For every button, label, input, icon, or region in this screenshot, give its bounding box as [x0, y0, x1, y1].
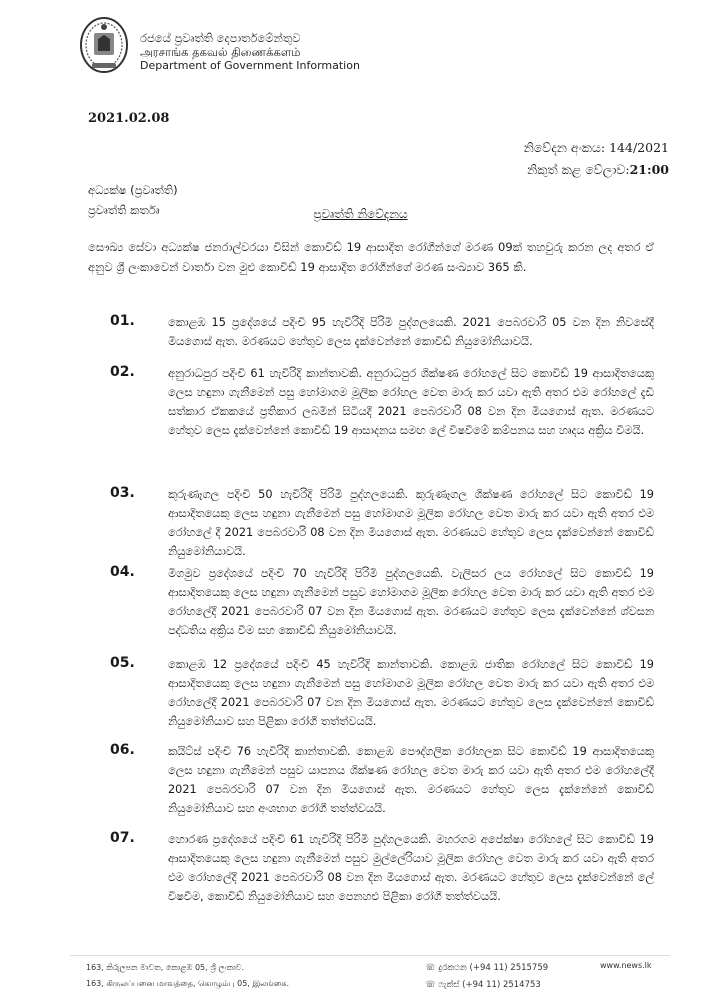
item-number: 06. — [110, 742, 135, 758]
item-number: 02. — [110, 364, 135, 380]
item-text: කොළඹ 12 ප්‍රදේශයේ පදිංචි 45 හැවිරිදි කාන්තාවකි. කොළඹ ජාතික රෝහලේ සිට කොවිඩ් 19 ආසාදිතයෙකු ලෙස හඳුනා ගැනීමෙන් පසු හෝමාගම මූලික රෝහල වෙත මාරු කර යවා ඇති අතර එම රෝහලේදී 2021 පෙබරවාරි 07 වන දින මියගොස් ඇත. මරණයට හේතුව ලෙස දැක්වෙන්නේ කොවිඩ් නියුමෝනියාව සහ පිළිකා රෝගී තත්ත්වයයි. — [168, 658, 654, 728]
item-number: 03. — [110, 485, 135, 501]
death-case-item — [88, 830, 654, 906]
item-number: 07. — [110, 830, 135, 846]
phone-line: ☏ දුරකථන (+94 11) 2515759 — [425, 963, 549, 973]
item-text: අනුරාධපුර පදිංචි 61 හැවිරිදි කාන්තාවකි. අනුරාධපුර ශික්ෂණ රෝහලේ සිට කොවිඩ් 19 ආසාදිතයෙකු ලෙස හඳුනා ගැනීමෙන් පසු හෝමාගම මූලික රෝහල වෙත මාරු කර යවා ඇති අතර එම රෝහලේ දැඩි සත්කාර ඒකකයේ ප්‍රතිකාර ලබමින් සිටියදී 2021 පෙබරවාරි 08 වන දින මියගොස් ඇත. මරණයට හේතුව ලෙස දැක්වෙන්නේ කොවිඩ් 19 ආසාදනය සමඟ ලේ විෂවීමේ කම්පනය සහ හෘදය අක්‍රිය වීමයි. — [168, 367, 654, 437]
footer-address — [86, 960, 289, 992]
death-case-item — [88, 564, 654, 640]
death-case-item — [88, 485, 654, 561]
release-date: 2021.02.08 — [88, 111, 170, 126]
item-number: 01. — [110, 313, 135, 329]
reference-block — [524, 137, 669, 181]
department-name-block — [140, 32, 360, 73]
release-number-value: 144/2021 — [609, 140, 669, 155]
address-line: 163, කිරුලපන මාවත, කොළඹ 05, ශ්‍රී ලංකාව. — [86, 963, 245, 972]
release-time-value: 21:00 — [629, 162, 669, 177]
recipient-line: අධ්‍යක්ෂ (ප්‍රවෘත්ති) — [88, 183, 178, 197]
item-text: කොළඹ 15 ප්‍රදේශයේ පදිංචි 95 හැවිරිදි පිරිමි පුද්ගලයෙකි. 2021 පෙබරවාරි 05 වන දින නිවසේදී මියගොස් ඇත. මරණයට හේතුව ලෙස දැක්වෙන්නේ කොවිඩ් නියුමෝනියාවයි. — [168, 316, 654, 348]
department-name-english: Department of Government Information — [140, 59, 360, 72]
release-time-label: නිකුත් කළ වේලාව: — [527, 162, 630, 177]
item-number: 05. — [110, 655, 135, 671]
item-text: කුරුණෑගල පදිංචි 50 හැවිරිදි පිරිමි පුද්ගලයෙකි. කුරුණෑගල ශික්ෂණ රෝහලේ සිට කොවිඩ් 19 ආසාදිතයෙකු ලෙස හඳුනා ගැනීමෙන් පසු හෝමාගම මූලික රෝහල වෙත මාරු කර යවා ඇති අතර එම රෝහලේ දී 2021 පෙබරවාරි 08 වන දින මියගොස් ඇත. මරණයට හේතුව ලෙස දැක්වෙන්නේ කොවිඩ් නියුමෝනියාවයි. — [168, 488, 654, 558]
sri-lanka-emblem-icon — [78, 15, 130, 77]
item-number: 04. — [110, 564, 135, 580]
release-number-line — [524, 137, 669, 159]
department-name-sinhala: රජයේ ප්‍රවෘත්ති දෙපාර්තමේන්තුව — [140, 31, 301, 45]
document-title: ප්‍රවෘත්ති නිවේදනය — [313, 207, 408, 221]
department-name-tamil: அரசாங்க தகவல் திணைக்களம் — [140, 44, 301, 59]
item-text: කයිට්ස් පදිංචි 76 හැවිරිදි කාන්තාවකි. කොළඹ පෞද්ගලික රෝහලක සිට කොවිඩ් 19 ආසාදිතයෙකු ලෙස හඳුනා ගැනීමෙන් පසුව යාපනය ශික්ෂණ රෝහල වෙත මාරු කර යවා ඇති අතර එම රෝහලේදී 2021 පෙබරවාරි 07 වන දින මියගොස් ඇත. මරණයට හේතුව ලෙස දැක්නේනේ කොවිඩ් නියුමෝනියාව සහ අංශභාග රෝගී තත්ත්වයයි. — [168, 745, 654, 815]
footer-website[interactable]: www.news.lk — [600, 961, 652, 970]
item-text: හොරණ ප්‍රදේශයේ පදිංචි 61 හැවිරිදි පිරිමි පුද්ගලයෙකි. මහරගම අපේක්ෂා රෝහලේ සිට කොවිඩ් 19 ආසාදිතයෙකු ලෙස හඳුනා ගැනීමෙන් පසුව මුල්ලේරියාව මූලික රෝහල වෙත මාරු කර යවා ඇති අතර එම රෝහලේදී 2021 පෙබරවාරි 08 වන දින මියගොස් ඇත. මරණයට හේතුව ලෙස දැක්වෙන්නේ ලේ විෂවීම, කොවිඩ් නියුමෝනියාව සහ පෙනහළු පිළිකා රෝගී තත්ත්වයයි. — [168, 833, 654, 903]
recipient-line: ප්‍රවෘත්ති කර්තෘ — [88, 203, 160, 217]
address-line: 163, கிருலப்பனை மாவத்தை, கொழும்பு 05, இலங்கை. — [86, 979, 290, 988]
death-case-item — [88, 313, 654, 351]
intro-paragraph: සෞඛ්‍ය සේවා අධ්‍යක්ෂ ජනරාල්වරයා විසින් කොවිඩ් 19 ආසාදිත රෝගීන්ගේ මරණ 09ක් තහවුරු කරන ලද අතර ඒ අනුව ශ්‍රී ලංකාවෙන් වාර්තා වන මුළු කොවිඩ් 19 ආසාදිත රෝගීන්ගේ මරණ සංඛ්‍යාව 365 කි. — [88, 240, 654, 274]
release-number-label: නිවේදන අංකය: — [523, 140, 610, 155]
item-text: මිගමුව ප්‍රදේශයේ පදිංචි 70 හැවිරිදි පිරිමි පුද්ගලයෙකි. වැලිසර ලය රෝහලේ සිට කොවිඩ් 19 ආසාදිතයෙකු ලෙස හඳුනා ගැනීමෙන් පසුව හෝමාගම මූලික රෝහල වෙත මාරු කර යවා ඇති අතර එම රෝහලේදී 2021 පෙබරවාරි 07 වන දින මියගොස් ඇත. මරණයට හේතුව ලෙස දැක්වෙන්නේ ශ්වසන පද්ධතිය අක්‍රිය වීම සහ කොවිඩ් නියුමෝනියාවයි. — [168, 567, 654, 637]
death-case-item — [88, 655, 654, 731]
death-case-item — [88, 364, 654, 440]
footer-phones — [425, 960, 548, 994]
footer-divider — [70, 955, 670, 956]
fax-line: ☏ ෆැක්ස් (+94 11) 2514753 — [425, 980, 541, 990]
release-time-line — [524, 159, 669, 181]
death-case-item — [88, 742, 654, 818]
